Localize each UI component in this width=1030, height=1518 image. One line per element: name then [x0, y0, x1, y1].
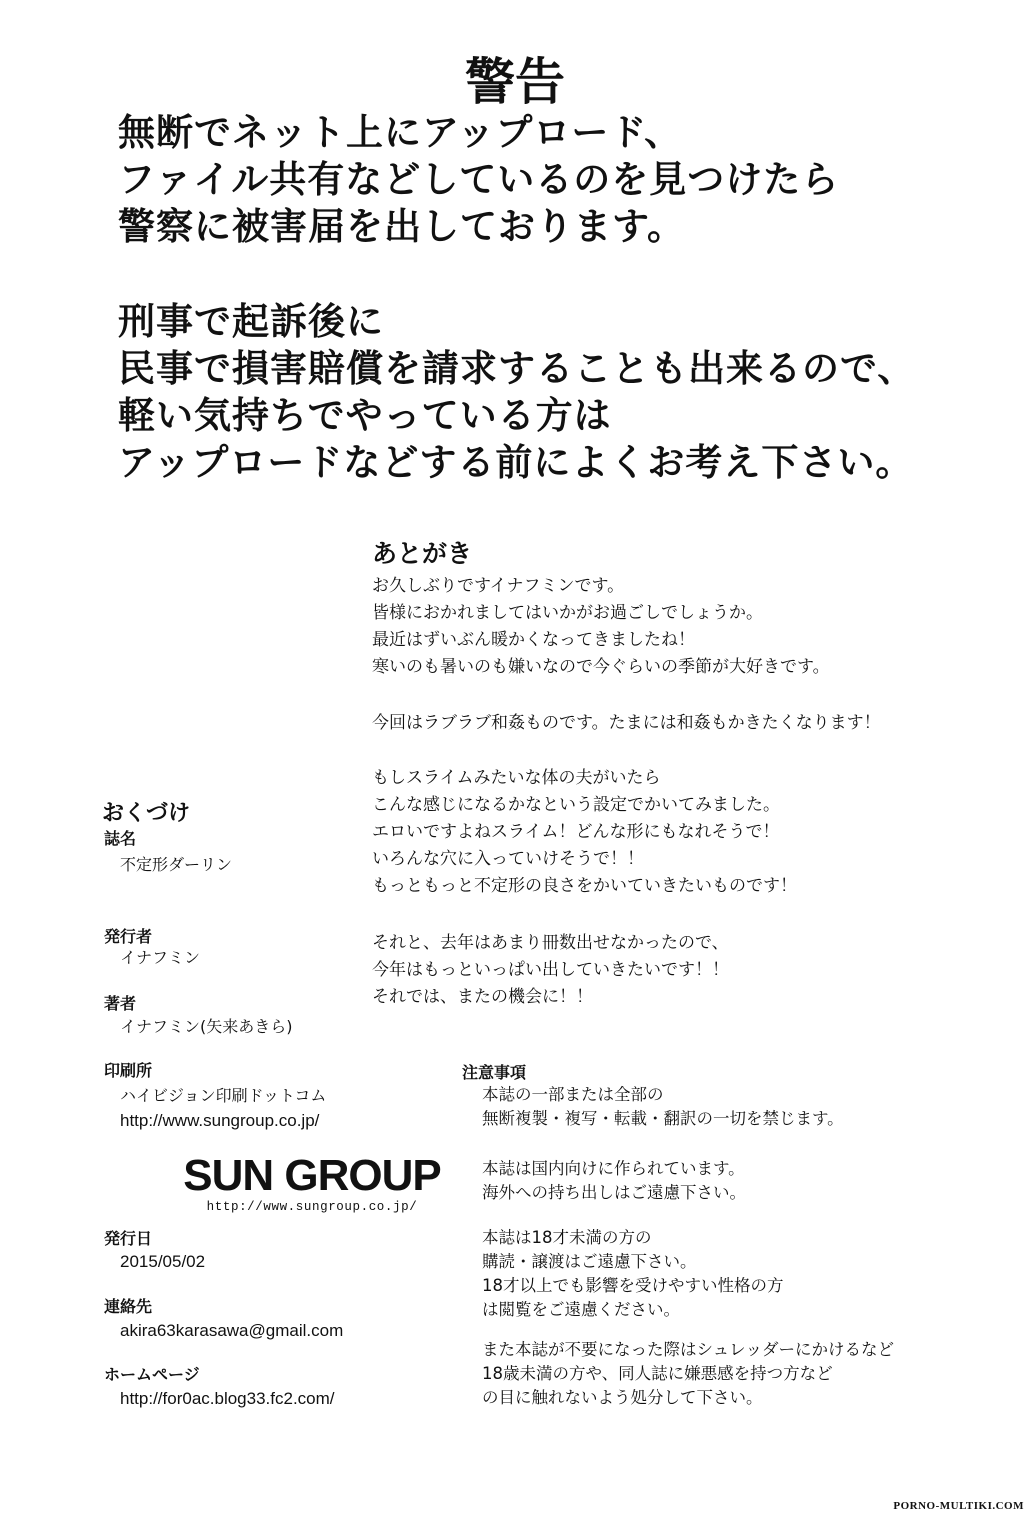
- afterword-line: もっともっと不定形の良さをかいていきたいものです！: [372, 876, 797, 896]
- note-line: 18歳未満の方や、同人誌に嫌悪感を持つ方など: [482, 1364, 833, 1383]
- publisher-label: 発行者: [104, 927, 153, 946]
- afterword-line: 最近はずいぶん暖かくなってきましたね！: [372, 630, 695, 650]
- note-line: 無断複製・複写・転載・翻訳の一切を禁じます。: [482, 1109, 844, 1128]
- afterword-title: あとがき: [372, 539, 473, 568]
- homepage-url[interactable]: http://for0ac.blog33.fc2.com/: [120, 1389, 335, 1408]
- afterword-line: 今年はもっといっぱい出していきたいです！！: [372, 960, 729, 980]
- printer-value: ハイビジョン印刷ドットコム: [120, 1086, 327, 1105]
- watermark: PORNO-MULTIKI.COM: [893, 1500, 1024, 1512]
- afterword-line: それと、去年はあまり冊数出せなかったので、: [372, 933, 729, 953]
- logo-wordmark: SUN GROUP: [183, 1151, 441, 1200]
- afterword-line: 今回はラブラブ和姦ものです。たまには和姦もかきたくなります！: [372, 713, 881, 733]
- title-value: 不定形ダーリン: [120, 855, 233, 874]
- colophon-title: おくづけ: [102, 801, 191, 826]
- date-label: 発行日: [104, 1229, 153, 1248]
- author-value: イナフミン(矢来あきら): [120, 1017, 293, 1036]
- note-line: は閲覧をご遠慮ください。: [482, 1300, 680, 1319]
- afterword-line: エロいですよねスライム！どんな形にもなれそうで！: [372, 822, 780, 842]
- contact-label: 連絡先: [104, 1297, 153, 1316]
- afterword-line: いろんな穴に入っていけそうで！！: [372, 849, 644, 869]
- title-label: 誌名: [104, 829, 137, 848]
- afterword-line: もしスライムみたいな体の夫がいたら: [372, 768, 661, 788]
- afterword-line: それでは、またの機会に！！: [372, 987, 593, 1007]
- note-line: 本誌は国内向けに作られています。: [482, 1159, 745, 1178]
- warning-title: 警告: [465, 53, 565, 111]
- note-line: の目に触れないよう処分して下さい。: [482, 1388, 763, 1407]
- note-line: 本誌は18才未満の方の: [482, 1228, 652, 1247]
- date-value: 2015/05/02: [120, 1252, 206, 1271]
- afterword-line: 皆様におかれましてはいかがお過ごしでしょうか。: [372, 603, 763, 623]
- logo-url: http://www.sungroup.co.jp/: [206, 1200, 418, 1214]
- publisher-value: イナフミン: [120, 948, 201, 967]
- note-line: 18才以上でも影響を受けやすい性格の方: [482, 1276, 784, 1295]
- notes-title: 注意事項: [462, 1063, 527, 1082]
- afterword-line: 寒いのも暑いのも嫌いなので今ぐらいの季節が大好きです。: [372, 657, 830, 677]
- homepage-label: ホームページ: [104, 1365, 200, 1384]
- sun-group-logo: [176, 1150, 448, 1216]
- afterword-line: こんな感じになるかなという設定でかいてみました。: [372, 795, 780, 815]
- warning-line: アップロードなどする前によくお考え下さい。: [118, 441, 914, 484]
- printer-url[interactable]: http://www.sungroup.co.jp/: [120, 1111, 320, 1130]
- warning-line: 軽い気持ちでやっている方は: [118, 394, 612, 437]
- contact-email[interactable]: akira63karasawa@gmail.com: [120, 1321, 344, 1340]
- note-line: 海外への持ち出しはご遠慮下さい。: [482, 1183, 746, 1202]
- afterword-line: お久しぶりですイナフミンです。: [372, 576, 625, 596]
- warning-line: 刑事で起訴後に: [118, 300, 384, 343]
- warning-line: 警察に被害届を出しております。: [118, 205, 686, 248]
- warning-line: 民事で損害賠償を請求することも出来るので、: [118, 347, 916, 390]
- note-line: また本誌が不要になった際はシュレッダーにかけるなど: [482, 1340, 895, 1359]
- warning-line: ファイル共有などしているのを見つけたら: [118, 158, 840, 201]
- note-line: 購読・譲渡はご遠慮下さい。: [482, 1252, 697, 1271]
- printer-label: 印刷所: [104, 1061, 153, 1080]
- author-label: 著者: [104, 994, 137, 1013]
- note-line: 本誌の一部または全部の: [482, 1085, 664, 1104]
- warning-line: 無断でネット上にアップロード、: [118, 111, 683, 154]
